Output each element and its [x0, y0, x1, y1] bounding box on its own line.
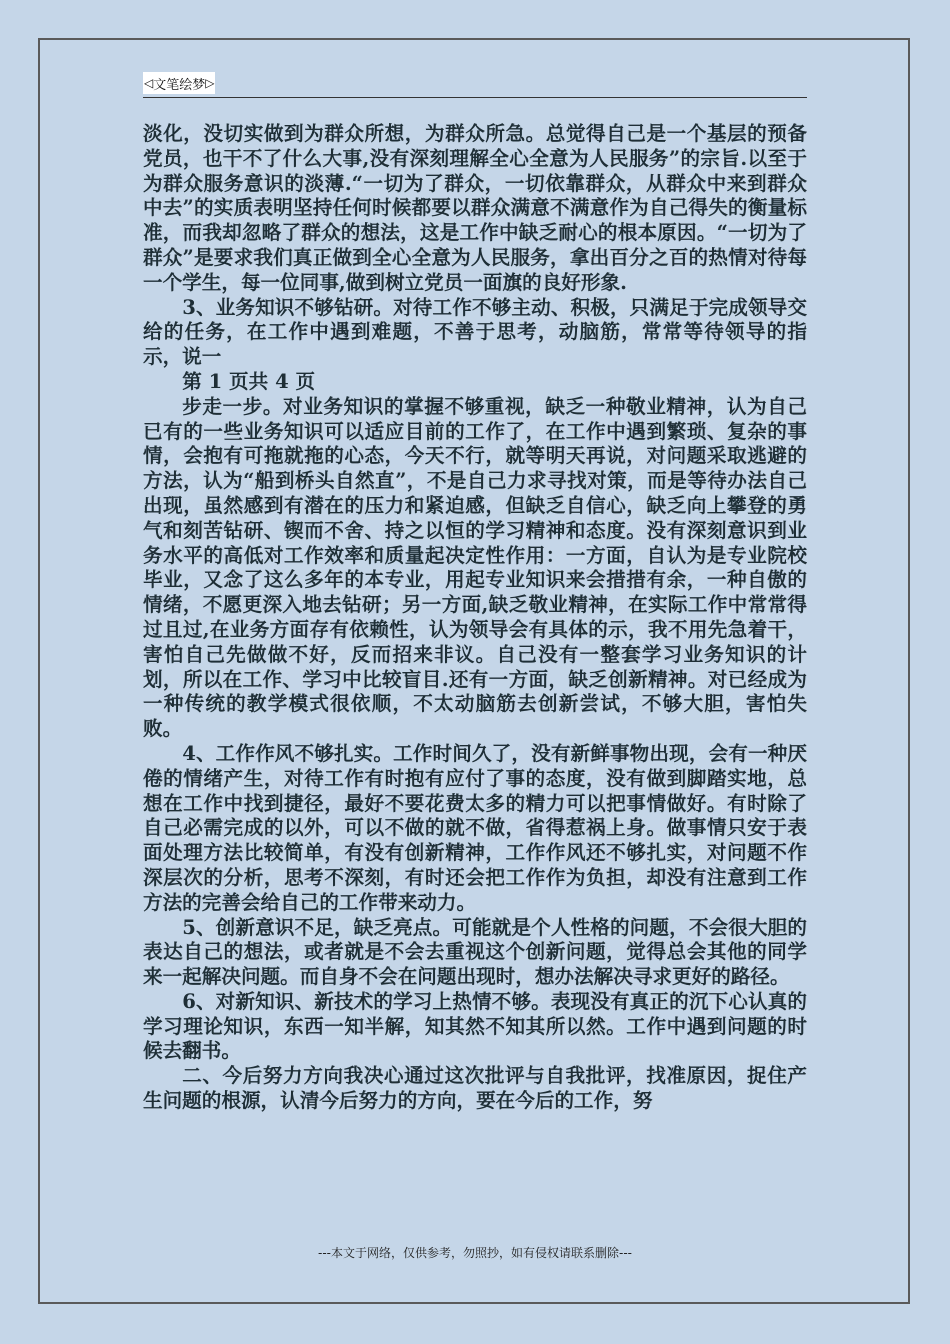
paragraph-2: 3、业务知识不够钻研。对待工作不够主动、积极，只满足于完成领导交给的任务，在工作中遇到难题，不善于思考，动脑筋，常常等待领导的指示，说一 — [143, 295, 807, 369]
document-body — [143, 122, 807, 1114]
left-triangle-icon: ◁ — [144, 76, 154, 90]
right-triangle-icon: ▷ — [205, 76, 215, 90]
paragraph-3: 步走一步。对业务知识的掌握不够重视，缺乏一种敬业精神，认为自己已有的一些业务知识可以适应目前的工作了，在工作中遇到繁琐、复杂的事情，会抱有可拖就拖的心态，今天不行，就等明天再说，对问题采取逃避的方法，认为“船到桥头自然直”，不是自己力求寻找对策，而是等待办法自己出现，虽然感到有潜在的压力和紧迫感，但缺乏自信心，缺乏向上攀登的勇气和刻苦钻研、锲而不舍、持之以恒的学习精神和态度。没有深刻意识到业务水平的高低对工作效率和质量起决定性作用：一方面，自认为是专业院校毕业，又念了这么多年的本专业，用起专业知识来会措措有余，一种自傲的情绪，不愿更深入地去钻研；另一方面,缺乏敬业精神，在实际工作中常常得过且过,在业务方面存有依赖性，认为领导会有具体的示，我不用先急着干，害怕自己先做做不好，反而招来非议。自己没有一整套学习业务知识的计划，所以在工作、学习中比较盲目.还有一方面，缺乏创新精神。对已经成为一种传统的教学模式很依顺，不太动脑筋去创新尝试，不够大胆，害怕失败。 — [143, 394, 807, 741]
paragraph-1: 淡化，没切实做到为群众所想，为群众所急。总觉得自己是一个基层的预备党员，也干不了什么大事,没有深刻理解全心全意为人民服务”的宗旨.以至于为群众服务意识的淡薄.“一切为了群众，一切依靠群众，从群众中来到群众中去”的实质表明坚持任何时候都要以群众满意不满意作为自己得失的衡量标准，而我却忽略了群众的想法，这是工作中缺乏耐心的根本原因。“一切为了群众”是要求我们真正做到全心全意为人民服务，拿出百分之百的热情对待每一个学生，每一位同事,做到树立党员一面旗的良好形象. — [143, 122, 807, 294]
paragraph-5: 5、创新意识不足，缺乏亮点。可能就是个人性格的问题，不会很大胆的表达自己的想法，或者就是不会去重视这个创新问题，觉得总会其他的同学来一起解决问题。而自身不会在问题出现时，想办法解决寻求更好的路径。 — [143, 915, 807, 989]
page-header — [143, 72, 215, 94]
paragraph-6: 6、对新知识、新技术的学习上热情不够。表现没有真正的沉下心认真的学习理论知识，东西一知半解，知其然不知其所以然。工作中遇到问题的时候去翻书。 — [143, 989, 807, 1063]
paragraph-7: 二、今后努力方向我决心通过这次批评与自我批评，找准原因，捉住产生问题的根源，认清今后努力的方向，要在今后的工作，努 — [143, 1064, 807, 1113]
header-title: 文笔绘梦 — [153, 77, 206, 93]
header-divider — [143, 97, 807, 98]
page-number: 第 1 页共 4 页 — [182, 369, 316, 393]
paragraph-4: 4、工作作风不够扎实。工作时间久了，没有新鲜事物出现，会有一种厌倦的情绪产生，对待工作有时抱有应付了事的态度，没有做到脚踏实地，总想在工作中找到捷径，最好不要花费太多的精力可以把事情做好。有时除了自己必需完成的以外，可以不做的就不做，省得惹祸上身。做事情只安于表面处理方法比较简单，有没有创新精神，工作作风还不够扎实，对问题不作深层次的分析，思考不深刻，有时还会把工作作为负担，却没有注意到工作方法的完善会给自己的工作带来动力。 — [143, 741, 807, 914]
footer-notice: ---本文于网络，仅供参考，勿照抄，如有侵权请联系删除--- — [318, 1246, 632, 1260]
